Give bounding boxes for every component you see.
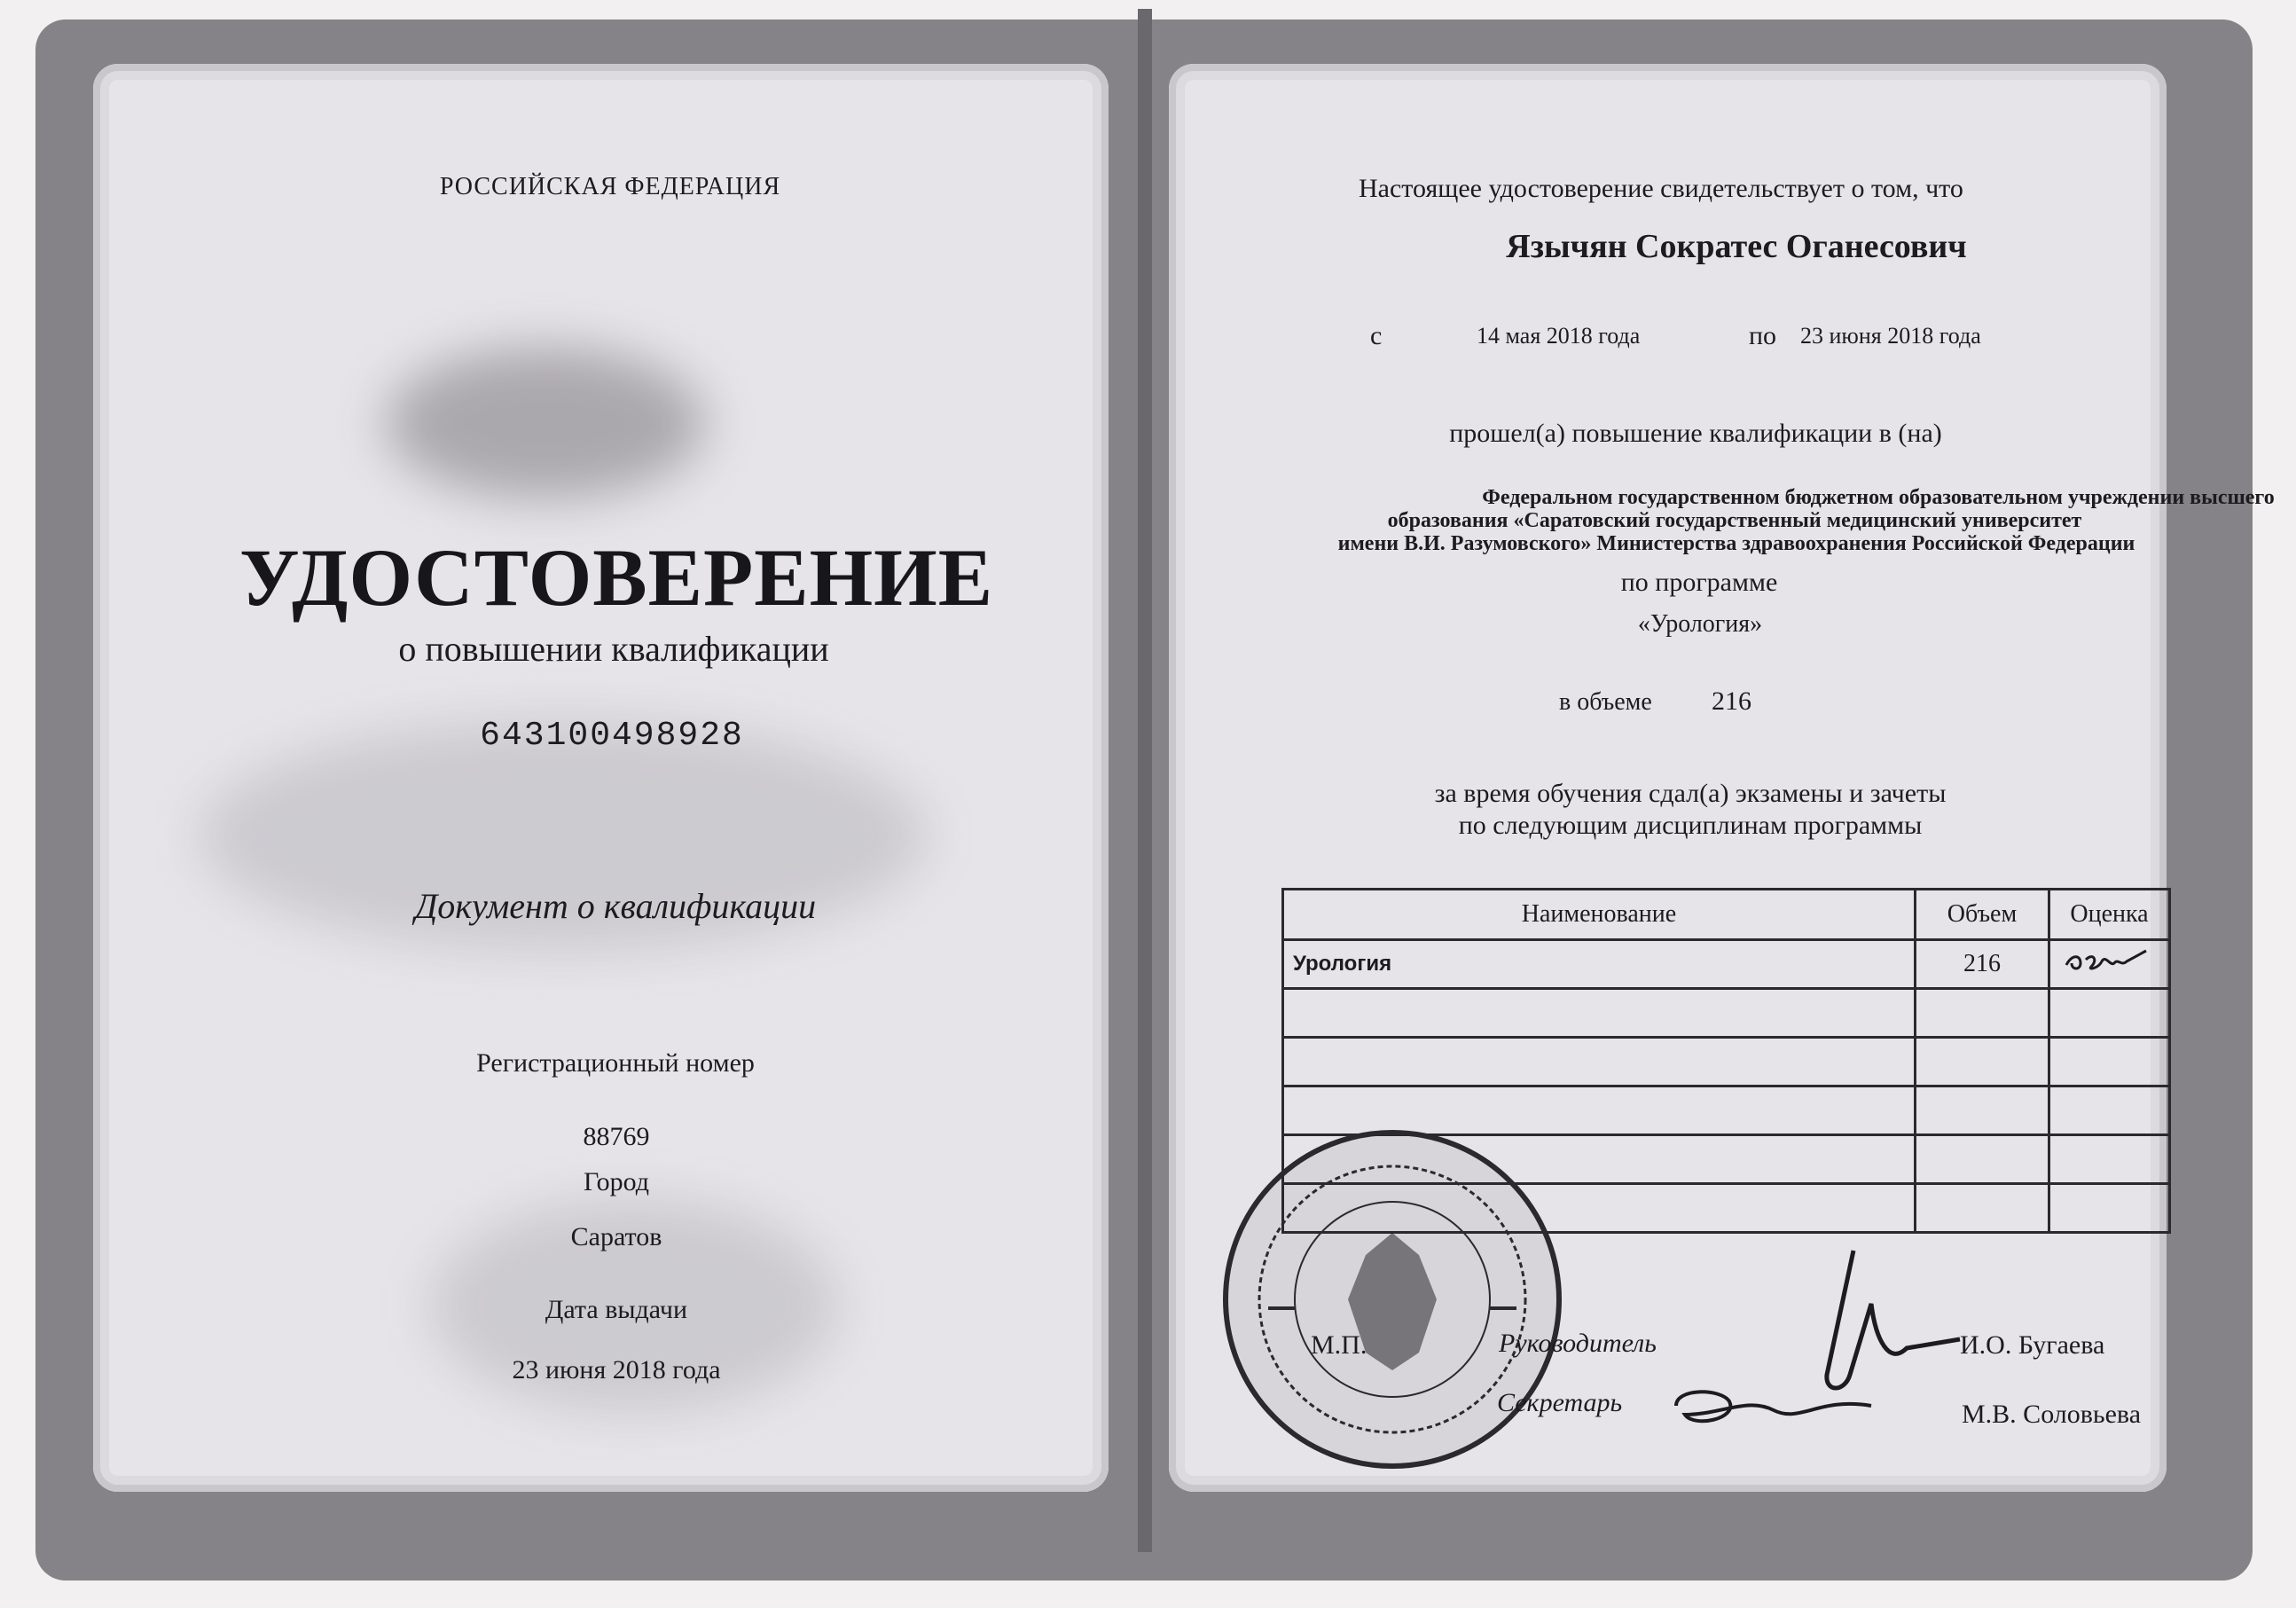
serial-number: 643100498928 — [480, 717, 744, 755]
head-name: И.О. Бугаева — [1960, 1330, 2105, 1360]
col-header-volume: Объем — [1916, 890, 2049, 940]
volume-label: в объеме — [1559, 688, 1652, 716]
watermark-emblem — [386, 348, 705, 498]
from-date: 14 мая 2018 года — [1477, 323, 1641, 349]
volume-value: 216 — [1712, 686, 1751, 716]
secretary-label: Секретарь — [1497, 1388, 1623, 1417]
volume-cell: 216 — [1916, 940, 2049, 989]
city-label: Город — [583, 1167, 650, 1196]
institution-line-1: Федеральном государственном бюджетном образовательном учреждении высшего — [1482, 486, 2275, 509]
table-row — [1283, 989, 2170, 1038]
grade-handwriting-icon — [2059, 945, 2157, 976]
program-label: по программе — [1620, 568, 1778, 597]
institution-line-2: образования «Саратовский государственный медицинский университет — [1387, 509, 2082, 532]
table-row — [1283, 1038, 2170, 1086]
official-seal-icon — [1215, 1122, 1570, 1477]
col-header-grade: Оценка — [2049, 890, 2170, 940]
left-page — [93, 64, 1109, 1492]
document-subtitle: о повышении квалификации — [398, 629, 829, 669]
city-value: Саратов — [570, 1222, 662, 1251]
table-row — [1283, 940, 2170, 989]
document-type: Документ о квалификации — [414, 886, 817, 926]
secretary-name: М.В. Соловьева — [1962, 1400, 2142, 1429]
table-header-row — [1283, 890, 2170, 940]
institution-line-3: имени В.И. Разумовского» Министерства здравоохранения Российской Федерации — [1337, 532, 2135, 555]
exams-line-2: по следующим дисциплинам программы — [1458, 811, 1923, 840]
to-label: по — [1749, 321, 1777, 350]
issue-date: 23 июня 2018 года — [512, 1355, 721, 1384]
program-name: «Урология» — [1637, 610, 1763, 638]
registration-label: Регистрационный номер — [476, 1048, 755, 1078]
grade-cell — [2049, 940, 2170, 989]
stamp-place-label: М.П. — [1311, 1330, 1367, 1360]
secretary-signature-icon — [1667, 1379, 1880, 1441]
exams-line-1: за время обучения сдал(а) экзамены и зачеты — [1434, 779, 1947, 808]
from-label: с — [1370, 321, 1383, 350]
col-header-name: Наименование — [1283, 890, 1916, 940]
passed-text: прошел(а) повышение квалификации в (на) — [1449, 419, 1942, 448]
subject-cell: Урология — [1283, 940, 1916, 989]
holder-name: Язычян Сократес Оганесович — [1506, 228, 1967, 265]
to-date: 23 июня 2018 года — [1800, 323, 1981, 349]
head-label: Руководитель — [1499, 1329, 1657, 1358]
registration-number: 88769 — [583, 1122, 650, 1151]
issue-date-label: Дата выдачи — [545, 1295, 688, 1324]
country-label: РОССИЙСКАЯ ФЕДЕРАЦИЯ — [439, 173, 781, 200]
intro-text: Настоящее удостоверение свидетельствует о том, что — [1359, 174, 1963, 203]
document-title: УДОСТОВЕРЕНИЕ — [239, 532, 994, 623]
book-spine — [1138, 9, 1152, 1552]
